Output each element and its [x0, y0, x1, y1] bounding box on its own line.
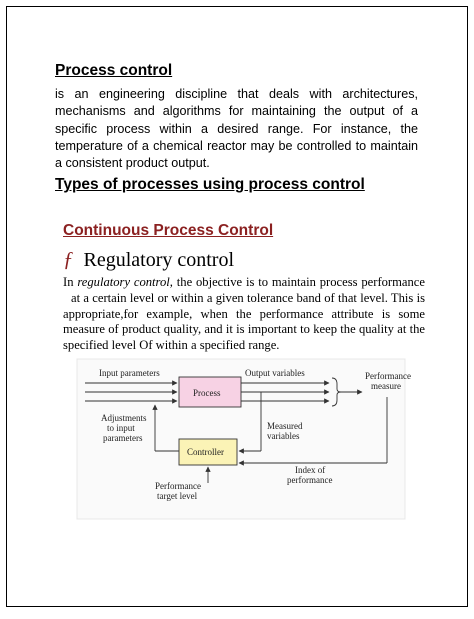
label-index-2: performance: [287, 475, 333, 485]
document-page: [6, 6, 468, 607]
paragraph-process-control: is an engineering discipline that deals with architectures, mechanisms and algorithms for maintaining the output of a specific process within a desired range. For instance, the temperature of a chemical reactor may be controlled to maintain a consistent product output.: [55, 87, 418, 171]
para-rest: at a certain level or within a given tolerance band of that level. This is appropriate,for example, when the performance attribute is some measure of product quality, and it is important to keep the quality at the specified level Of within a specified range.: [63, 290, 425, 353]
regulatory-control-label: Regulatory control: [83, 249, 235, 271]
label-performance-measure-2: measure: [371, 381, 401, 391]
label-controller: Controller: [187, 447, 224, 457]
label-index-1: Index of: [295, 465, 326, 475]
label-adjust-3: parameters: [103, 433, 143, 443]
label-input-parameters: Input parameters: [99, 368, 160, 378]
label-output-variables: Output variables: [245, 368, 305, 378]
label-adjust-2: to input: [107, 423, 135, 433]
regulatory-control-diagram: [77, 359, 411, 519]
label-performance-measure-1: Performance: [365, 371, 411, 381]
bullet-icon: ƒ: [63, 247, 74, 271]
para-line1-rest: the objective is to maintain process performance: [172, 275, 425, 289]
para-prefix: In: [63, 275, 78, 289]
label-target-1: Performance: [155, 481, 201, 491]
label-measured-2: variables: [267, 431, 300, 441]
label-target-2: target level: [157, 491, 198, 501]
heading-regulatory-control: [63, 247, 234, 272]
paragraph-regulatory-control: [63, 275, 425, 354]
label-process: Process: [193, 388, 221, 398]
heading-process-control: Process control: [55, 62, 173, 79]
para-italic-term: regulatory control,: [77, 275, 173, 289]
label-measured-1: Measured: [267, 421, 303, 431]
heading-types-of-processes: Types of processes using process control: [55, 176, 365, 193]
label-adjust-1: Adjustments: [101, 413, 147, 423]
heading-continuous-process-control: Continuous Process Control: [63, 222, 274, 239]
